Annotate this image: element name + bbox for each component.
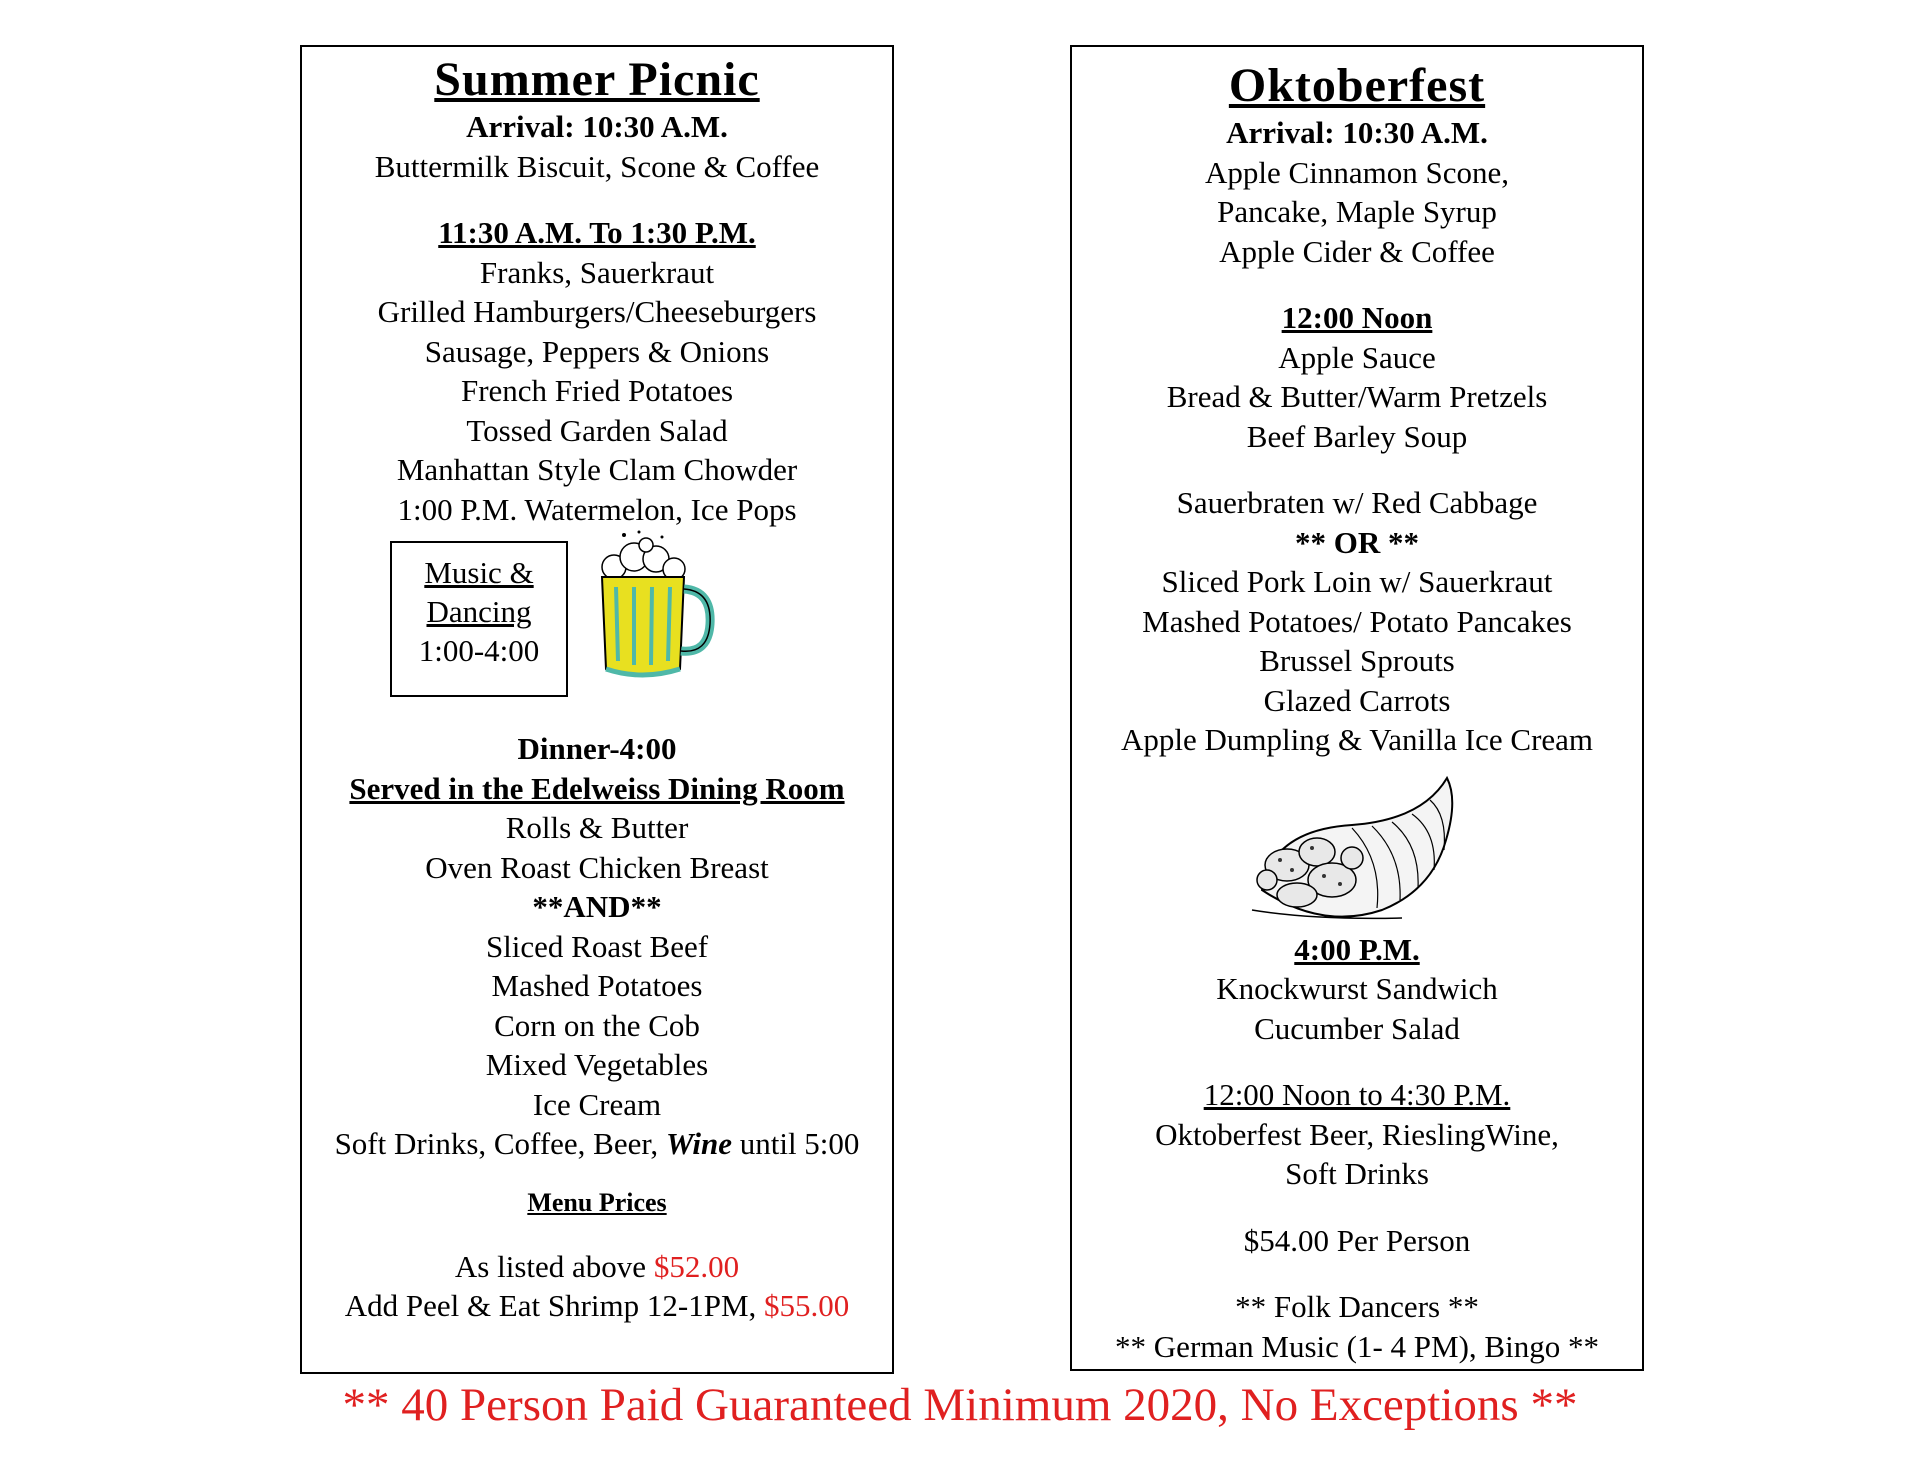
- menu-prices-heading: Menu Prices: [527, 1187, 667, 1217]
- lunch-time: 11:30 A.M. To 1:30 P.M.: [438, 215, 756, 250]
- or-label: ** OR **: [1295, 524, 1419, 560]
- dancing-label: Dancing: [426, 594, 532, 629]
- menu-item: Soft Drinks: [1285, 1156, 1429, 1191]
- menu-item: Pancake, Maple Syrup: [1217, 194, 1497, 229]
- menu-item: Brussel Sprouts: [1259, 643, 1455, 678]
- music-section: [302, 529, 892, 729]
- menu-item: Cucumber Salad: [1254, 1010, 1460, 1046]
- drinks-suffix: until 5:00: [731, 1126, 860, 1161]
- drinks-wine: Wine: [665, 1126, 732, 1161]
- drinks-line: [302, 1124, 892, 1164]
- menu-item: Apple Sauce: [1278, 339, 1436, 375]
- extra-item: ** Folk Dancers **: [1235, 1289, 1479, 1324]
- summer-picnic-title: Summer Picnic: [434, 53, 760, 106]
- menu-item: French Fried Potatoes: [460, 373, 734, 408]
- music-label: Music &: [424, 555, 534, 590]
- and-label: **AND**: [532, 889, 662, 924]
- menu-item: Apple Cider & Coffee: [1219, 233, 1495, 269]
- minimum-notice: ** 40 Person Paid Guaranteed Minimum 2020, No Exceptions **: [342, 1379, 1578, 1431]
- menu-item: Knockwurst Sandwich: [1216, 971, 1498, 1006]
- menu-item: Franks, Sauerkraut: [479, 254, 715, 290]
- noon-time: 12:00 Noon: [1281, 300, 1433, 335]
- beer-mug-icon: [584, 529, 719, 689]
- menu-item: Oven Roast Chicken Breast: [425, 849, 769, 885]
- price-1-label: As listed above: [454, 1248, 654, 1284]
- price-1-value: $52.00: [653, 1248, 740, 1284]
- drinks-prefix: Soft Drinks, Coffee, Beer,: [334, 1126, 666, 1161]
- arrival-time: Arrival: 10:30 A.M.: [1226, 115, 1488, 150]
- menu-item: Mashed Potatoes/ Potato Pancakes: [1142, 603, 1572, 639]
- price-line-1: [302, 1247, 892, 1287]
- music-time: 1:00-4:00: [418, 633, 540, 668]
- oktoberfest-menu: [1070, 45, 1644, 1371]
- summer-picnic-menu: [300, 45, 894, 1374]
- price-line-2: [302, 1286, 892, 1326]
- menu-item: Tossed Garden Salad: [466, 412, 728, 448]
- menu-item: Corn on the Cob: [494, 1007, 700, 1043]
- menu-item: Ice Cream: [532, 1086, 662, 1122]
- price-2-value: $55.00: [764, 1288, 850, 1323]
- arrival-item: Buttermilk Biscuit, Scone & Coffee: [374, 148, 820, 184]
- music-dancing-box: [390, 541, 568, 697]
- drinks-time: 12:00 Noon to 4:30 P.M.: [1203, 1077, 1511, 1112]
- menu-item: Grilled Hamburgers/Cheeseburgers: [377, 294, 817, 329]
- menu-item: 1:00 P.M. Watermelon, Ice Pops: [397, 491, 797, 527]
- extra-item: ** German Music (1- 4 PM), Bingo **: [1115, 1328, 1599, 1364]
- menu-item: Bread & Butter/Warm Pretzels: [1166, 379, 1548, 414]
- entree-1: Sauerbraten w/ Red Cabbage: [1176, 485, 1538, 520]
- arrival-time: Arrival: 10:30 A.M.: [466, 109, 728, 144]
- menu-item: Sliced Roast Beef: [485, 928, 709, 964]
- late-time: 4:00 P.M.: [1294, 931, 1420, 967]
- menu-item: Apple Dumpling & Vanilla Ice Cream: [1120, 722, 1594, 757]
- menu-item: Rolls & Butter: [505, 810, 689, 845]
- oktoberfest-title: Oktoberfest: [1228, 59, 1486, 112]
- dinner-time: Dinner-4:00: [517, 731, 677, 766]
- menu-item: Beef Barley Soup: [1246, 418, 1468, 454]
- menu-item: Mashed Potatoes: [491, 968, 703, 1003]
- menu-item: Apple Cinnamon Scone,: [1205, 154, 1509, 190]
- menu-item: Manhattan Style Clam Chowder: [396, 452, 798, 487]
- menu-item: Glazed Carrots: [1263, 682, 1451, 718]
- menu-item: Sausage, Peppers & Onions: [424, 333, 770, 369]
- cornucopia-icon: [1232, 770, 1482, 930]
- menu-item: Mixed Vegetables: [485, 1047, 709, 1082]
- price-per-person: $54.00 Per Person: [1243, 1222, 1471, 1258]
- dinner-location: Served in the Edelweiss Dining Room: [349, 770, 845, 806]
- menu-item: Oktoberfest Beer, RieslingWine,: [1155, 1116, 1559, 1152]
- price-2-label: Add Peel & Eat Shrimp 12-1PM,: [344, 1288, 765, 1323]
- menu-item: Sliced Pork Loin w/ Sauerkraut: [1161, 564, 1553, 599]
